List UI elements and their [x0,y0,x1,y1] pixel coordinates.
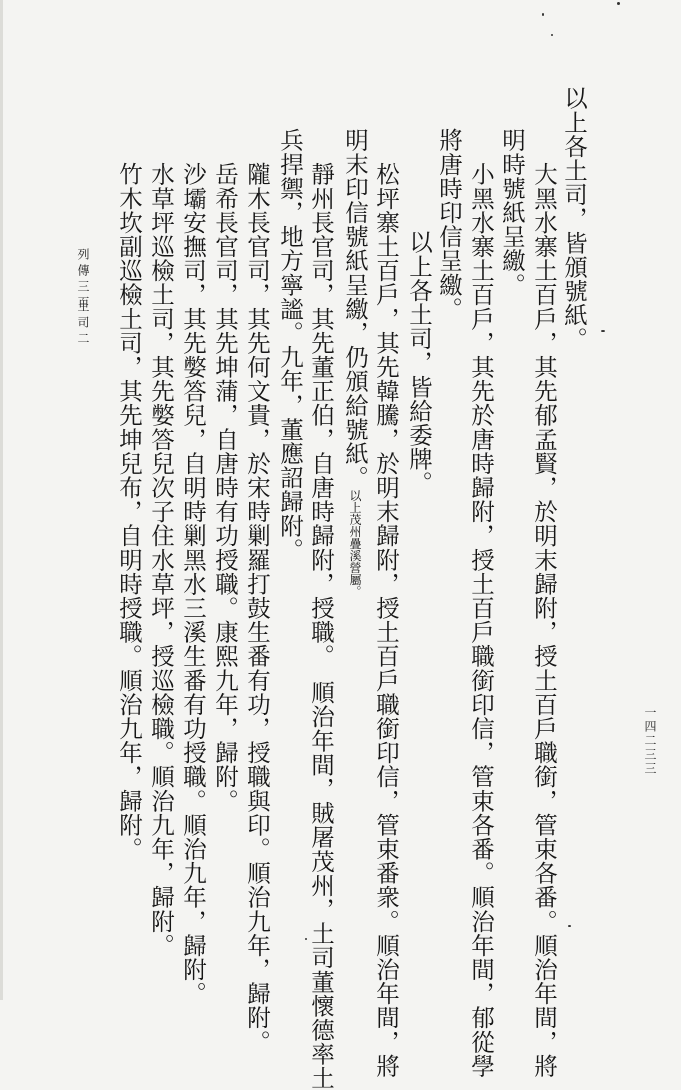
dust-speck [601,330,605,332]
margin-section-title: 土司二 [76,300,90,348]
text-column-5: 將唐時印信呈繳。 [435,128,463,321]
column-9-main-text: 靜州長官司，其先董正伯，自唐時歸附，授職。 [307,162,335,657]
dust-speck [551,34,553,36]
column-8-main-text: 明末印信號紙呈繳，仍頒給號紙。 [341,128,369,490]
text-column-13: 沙壩安撫司，其先嫳答兒，自明時剿黑水三溪生番有功授職。順治九年，歸附。 [179,162,207,1006]
text-column-4: 小黑水寨土百戶，其先於唐時歸附，授土百戶職銜印信，管束各番。順治年間，郁從學 [467,162,495,1078]
dust-speck [617,2,620,5]
text-column-14: 水草坪巡檢土司，其先嫳答兒次子住水草坪，授巡檢職。順治九年，歸附。 [147,162,175,958]
text-column-8 [343,128,367,598]
dust-speck [542,13,544,16]
text-column-7: 松坪寨土百戶，其先韓騰，於明末歸附，授土百戶職銜印信，管束番衆。順治年間，將 [372,162,400,1078]
dust-speck [568,925,571,927]
margin-book-title: 列傳三百 [76,248,90,312]
maozhou-note: 以上茂州疊溪營屬。 [348,489,362,598]
margin-page-number: 一四二三三 [643,706,657,776]
text-column-11: 隴木長官司，其先何文貴，於宋時剿羅打鼓生番有功，授職與印。順治九年，歸附。 [243,162,271,1054]
dust-speck [305,938,307,940]
text-column-1: 以上各土司，皆頒號紙。 [560,86,588,352]
text-column-9 [309,162,333,1090]
text-column-15: 竹木坎副巡檢土司，其先坤兒布，自明時授職。順治九年，歸附。 [115,162,143,861]
column-9-continuation: 順治年間，賊屠茂州，土司董懷德率土 [307,680,335,1090]
text-column-12: 岳希長官司，其先坤蒲，自唐時有功授職。康熙九年，歸附。 [211,162,239,813]
text-column-2: 大黑水寨土百戶，其先郁孟賢，於明末歸附，授土百戶職銜，管束各番。順治年間，將 [530,162,558,1078]
text-column-3: 明時號紙呈繳。 [498,128,526,297]
text-column-6: 以上各土司，皆給委牌。 [405,230,433,496]
text-column-10: 兵捍禦，地方寧謐。九年，董應詔歸附。 [276,128,304,562]
